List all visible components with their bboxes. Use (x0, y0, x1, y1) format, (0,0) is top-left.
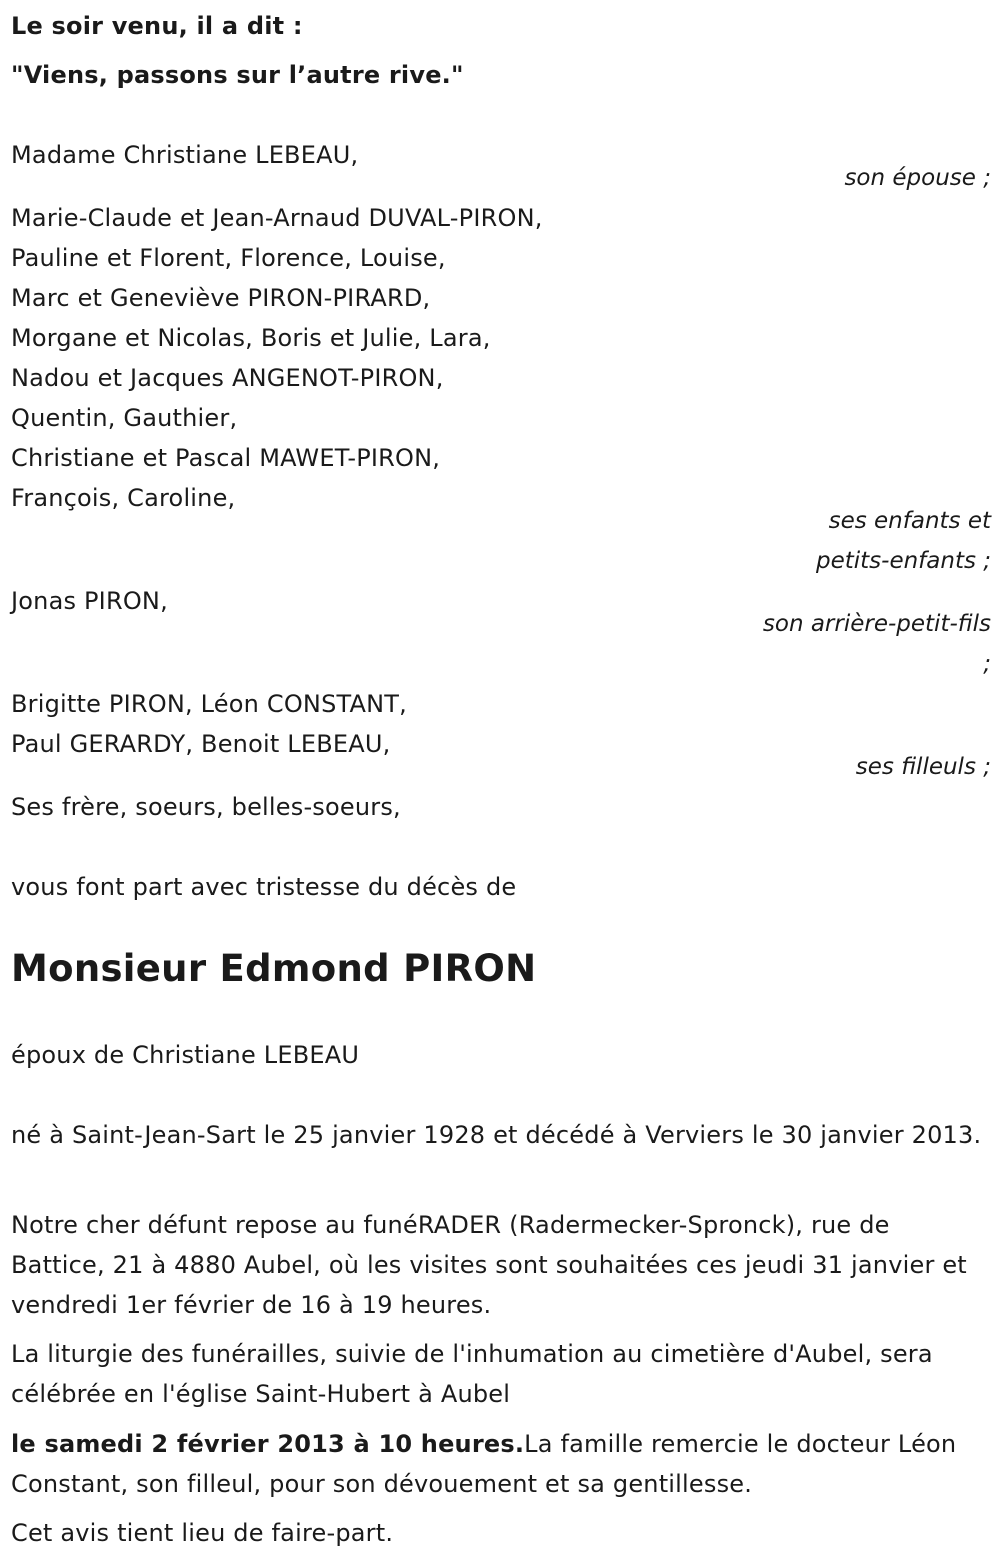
announcement-line: vous font part avec tristesse du décès de (11, 873, 517, 901)
child-line-5: Nadou et Jacques ANGENOT-PIRON, (11, 364, 444, 392)
ceremony-paragraph (11, 1424, 991, 1504)
liturgy-paragraph: La liturgie des funérailles, suivie de l'inhumation au cimetière d'Aubel, sera célébrée en l'église Saint-Hubert à Aubel (11, 1340, 933, 1408)
closing-line: Cet avis tient lieu de faire-part. (11, 1519, 394, 1547)
godchildren-line-2: Paul GERARDY, Benoit LEBEAU, (11, 730, 391, 758)
child-line-8: François, Caroline, (11, 484, 236, 512)
spouse-of-line: époux de Christiane LEBEAU (11, 1041, 360, 1069)
children-relation-1: ses enfants et (828, 508, 991, 534)
birth-death-paragraph: né à Saint-Jean-Sart le 25 janvier 1928 et décédé à Verviers le 30 janvier 2013. (11, 1121, 982, 1149)
child-line-2: Pauline et Florent, Florence, Louise, (11, 244, 446, 272)
thanks-text: La famille remercie le docteur Léon Constant, son filleul, pour son dévouement et sa gentillesse. (11, 1430, 957, 1498)
spouse-relation: son épouse ; (844, 165, 991, 191)
godchildren-relation: ses filleuls ; (855, 754, 991, 780)
children-relation-2: petits-enfants ; (815, 548, 991, 574)
great-grandson-relation-2: ; (983, 651, 991, 677)
epigraph-line-2: "Viens, passons sur l’autre rive." (11, 61, 464, 89)
deceased-name: Monsieur Edmond PIRON (11, 947, 537, 990)
ceremony-date: le samedi 2 février 2013 à 10 heures. (11, 1430, 525, 1458)
child-line-6: Quentin, Gauthier, (11, 404, 238, 432)
spouse-name: Madame Christiane LEBEAU, (11, 141, 359, 169)
visits-paragraph: Notre cher défunt repose au funéRADER (Radermecker-Spronck), rue de Battice, 21 à 4880 Aubel, où les visites sont souhaitées ces jeudi 31 janvier et vendredi 1er février de 16 à 19 heures. (11, 1211, 967, 1319)
child-line-7: Christiane et Pascal MAWET-PIRON, (11, 444, 441, 472)
great-grandson-name: Jonas PIRON, (11, 587, 168, 615)
epigraph-line-1: Le soir venu, il a dit : (11, 12, 303, 40)
child-line-4: Morgane et Nicolas, Boris et Julie, Lara, (11, 324, 491, 352)
child-line-1: Marie-Claude et Jean-Arnaud DUVAL-PIRON, (11, 204, 543, 232)
godchildren-line-1: Brigitte PIRON, Léon CONSTANT, (11, 690, 407, 718)
siblings-line: Ses frère, soeurs, belles-soeurs, (11, 793, 401, 821)
child-line-3: Marc et Geneviève PIRON-PIRARD, (11, 284, 431, 312)
great-grandson-relation-1: son arrière-petit-fils (762, 611, 991, 637)
